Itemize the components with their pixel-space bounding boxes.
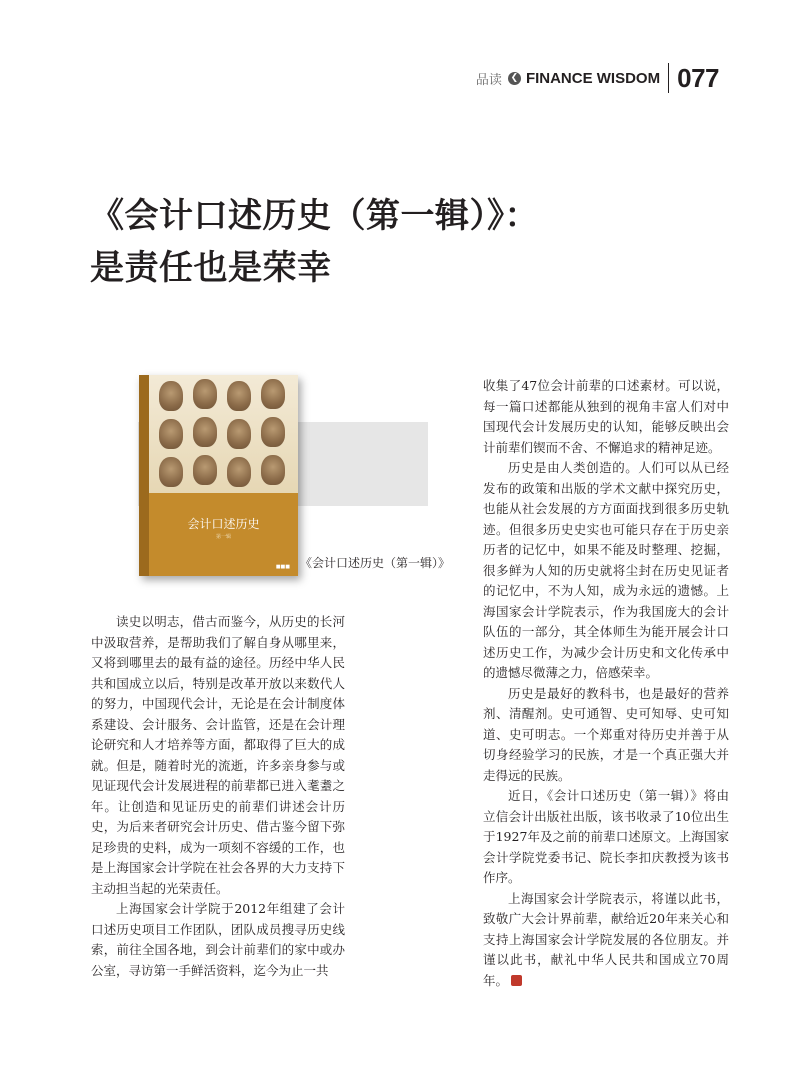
- book-title: 会计口述历史: [187, 517, 260, 531]
- last-paragraph: [483, 889, 729, 992]
- portrait: [227, 457, 251, 487]
- page-number: 077: [677, 62, 719, 93]
- paragraph: 读史以明志，借古而鉴今，从历史的长河中汲取营养，是帮助我们了解自身从哪里来，又将到哪里去的最有益的途径。历经中华人民共和国成立以后，特别是改革开放以来数代人的努力，中国现代会计，无论是在会计制度体系建设、会计服务、会计监管，还是在会计理论研究和人才培养等方面，都取得了巨大的成就。但是，随着时光的流逝，许多亲身参与或见证现代会计发展进程的前辈都已进入耄耋之年。让创造和见证历史的前辈们讲述会计历史，为后来者研究会计历史、借古鉴今留下弥足珍贵的史料，成为一项刻不容缓的工作，也是上海国家会计学院在社会各界的大力支持下主动担当起的光荣责任。: [91, 614, 345, 896]
- header-section-label: 品读: [475, 72, 502, 88]
- portrait: [159, 419, 183, 449]
- image-caption: 《会计口述历史（第一辑）》: [300, 556, 451, 570]
- end-mark-icon: [511, 975, 522, 986]
- article-title-line-1: 《会计口述历史（第一辑）》：: [90, 196, 539, 236]
- article-title: [90, 190, 539, 294]
- book-portraits: [149, 375, 298, 493]
- paragraph: 收集了47位会计前辈的口述素材。可以说，每一篇口述都能从独到的视角丰富人们对中国现代会计发展历史的认知，能够反映出会计前辈们锲而不舍、不懈追求的精神足迹。: [483, 378, 729, 455]
- publisher-logo: ■■■: [275, 564, 290, 570]
- portrait: [227, 419, 251, 449]
- paragraph: 历史是由人类创造的。人们可以从已经发布的政策和出版的学术文献中探究历史，也能从社会发展的方方面面找到很多历史轨迹。但很多历史史实也可能只存在于历史亲历者的记忆中，如果不能及时整理、挖掘，很多鲜为人知的历史就将尘封在历史见证者的记忆中，不为人知，成为永远的遗憾。上海国家会计学院表示，作为我国庞大的会计队伍的一部分，其全体师生为能开展会计口述历史工作，为减少会计历史和文化传承中的遗憾尽微薄之力，倍感荣幸。: [483, 460, 729, 680]
- portrait: [261, 379, 285, 409]
- portrait: [261, 455, 285, 485]
- paragraph-text: 上海国家会计学院表示，将谨以此书，致敬广大会计界前辈，献给近20年来关心和支持上海国家会计学院发展的各位朋友。并谨以此书，献礼中华人民共和国成立70周年。: [483, 890, 729, 988]
- portrait: [193, 455, 217, 485]
- portrait: [227, 381, 251, 411]
- paragraph: 上海国家会计学院于2012年组建了会计口述历史项目工作团队，团队成员搜寻历史线索，前往全国各地，到会计前辈们的家中或办公室，寻访第一手鲜活资料，迄今为止一共: [91, 901, 345, 978]
- portrait: [159, 457, 183, 487]
- portrait: [193, 417, 217, 447]
- paragraph: 历史是最好的教科书，也是最好的营养剂、清醒剂。史可通智、史可知辱、史可知道、史可明志。一个郑重对待历史并善于从切身经验学习的民族，才是一个真正强大并走得远的民族。: [483, 685, 729, 783]
- chevron-left-icon: ❮: [508, 72, 521, 85]
- portrait: [193, 379, 217, 409]
- page-header: [476, 60, 719, 96]
- portrait: [261, 417, 285, 447]
- book-subtitle: 第一辑: [215, 534, 231, 540]
- book-spine: [139, 375, 149, 576]
- portrait: [159, 381, 183, 411]
- body-column-left: [91, 612, 345, 981]
- body-column-right: [483, 376, 729, 991]
- paragraph: 近日，《会计口述历史（第一辑）》将由立信会计出版社出版，该书收录了10位出生于1927年及之前的前辈口述原文。上海国家会计学院党委书记、院长李扣庆教授为该书作序。: [483, 788, 729, 885]
- article-title-line-2: 是责任也是荣幸: [90, 248, 332, 288]
- header-column-name: FINANCE WISDOM: [525, 69, 661, 87]
- header-divider: [668, 63, 669, 93]
- book-cover-image: [139, 375, 298, 576]
